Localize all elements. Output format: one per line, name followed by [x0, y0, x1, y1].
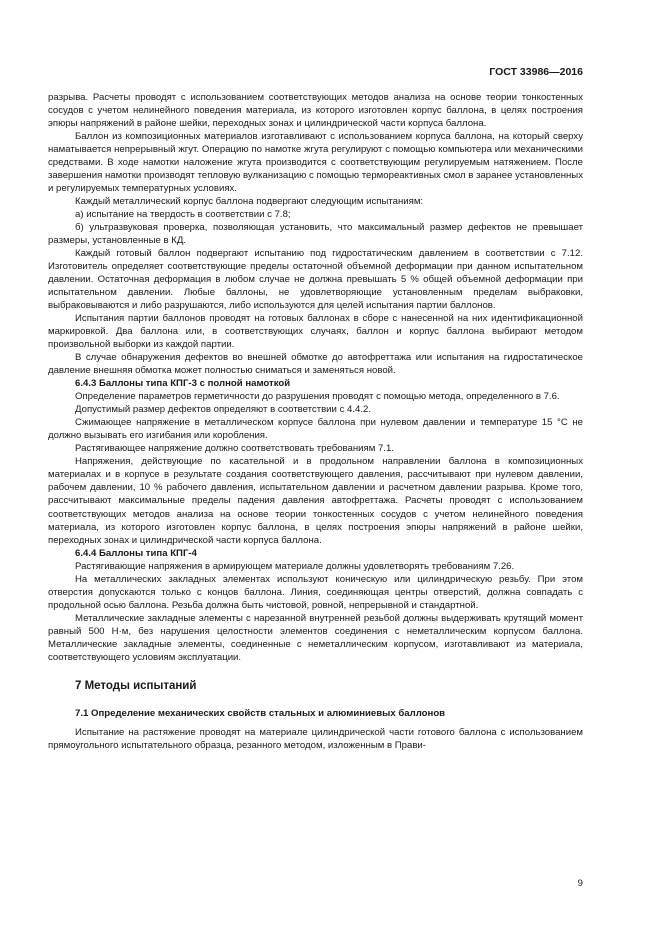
- standard-code-header: ГОСТ 33986—2016: [489, 66, 583, 78]
- paragraph: Каждый готовый баллон подвергают испытанию под гидростатическим давлением в соответствии с 7.12. Изготовитель определяет соответствующие пределы остаточной объемной деформации при данном испытательном давлении. Остаточная деформация в любом случае не должна превышать 5 % общей объемной деформации при испытательном давлении. Любые баллоны, не удовлетворяющие установленным пределам выбраковки, выбраковываются и либо разрушаются, либо используются для целей испытания партии баллонов.: [48, 248, 583, 312]
- paragraph: Сжимающее напряжение в металлическом корпусе баллона при нулевом давлении и температуре 15 °С не должно вызывать его изгибания или коробления.: [48, 417, 583, 442]
- paragraph: Каждый металлический корпус баллона подвергают следующим испытаниям:: [75, 196, 424, 208]
- paragraph: разрыва. Расчеты проводят с использованием соответствующих методов анализа на основе теории тонкостенных сосудов с учетом нелинейного поведения материала, из которого изготовлен корпус баллона, в целях построения эпюры напряжений в районе шейки, переходных зонах и цилиндрической части корпуса баллона.: [48, 92, 583, 130]
- list-item: б) ультразвуковая проверка, позволяющая установить, что максимальный размер дефектов не превышает размеры, установленные в КД.: [48, 222, 583, 247]
- paragraph: Металлические закладные элементы с нарезанной внутренней резьбой должны выдерживать крутящий момент равный 500 Н·м, без нарушения целостности элементов соединения с неметаллическим корпусом баллона. Металлические закладные элементы, соединенные с неметаллическим корпусом, изготавливают из материала, соответствующего условиям эксплуатации.: [48, 612, 583, 663]
- paragraph: На металлических закладных элементах используют коническую или цилиндрическую резьбу. При этом отверстия допускаются только с концов баллона. Линия, соединяющая центры отверстий, должна совпадать с продольной осью баллона. Резьба должна быть чистовой, ровной, непрерывной и стандартной.: [48, 573, 583, 611]
- paragraph: Испытания партии баллонов проводят на готовых баллонах в сборе с нанесенной на них идентификационной маркировкой. Два баллона или, в соответствующих случаях, баллон и корпус баллона выбирают методом произвольной выборки из каждой партии.: [48, 313, 583, 351]
- paragraph: Определение параметров герметичности до разрушения проводят с помощью метода, определенного в 7.6.: [75, 391, 560, 403]
- subsection-heading: 6.4.4 Баллоны типа КПГ-4: [75, 547, 197, 559]
- paragraph: Баллон из композиционных материалов изготавливают с использованием корпуса баллона, на который сверху наматывается непрерывный жгут. Операцию по намотке жгута регулируют с помощью компьютера или механическими средствами. В ходе намотки наложение жгута производится с соответствующим регулируемым натяжением. После завершения намотки производят тепловую вулканизацию с помощью термореактивных смол в заранее установленных и регулируемых температурных условиях.: [48, 131, 583, 195]
- subsection-heading: 7.1 Определение механических свойств стальных и алюминиевых баллонов: [75, 707, 446, 719]
- section-heading: 7 Методы испытаний: [75, 679, 197, 692]
- subsection-heading: 6.4.3 Баллоны типа КПГ-3 с полной намоткой: [75, 378, 291, 390]
- paragraph: Напряжения, действующие по касательной и в продольном направлении баллона в композиционных материалах и в корпусе в результате создания соответствующего давления, рассчитывают при нулевом давлении, рабочем давлении, 10 % рабочего давления, испытательном давлении и расчетном давлении разрыва. Кроме того, рассчитывают максимальные пределы падения давления автофреттажа. Расчеты проводят с использованием соответствующих методов анализа на основе теории тонкостенных сосудов с учетом нелинейного поведения материала, из которого изготовлен корпус баллона, в целях построения эпюры напряжений в районе шейки, переходных зонах и цилиндрической части корпуса баллона.: [48, 456, 583, 546]
- paragraph: Растягивающие напряжения в армирующем материале должны удовлетворять требованиям 7.26.: [75, 560, 515, 572]
- paragraph: Растягивающее напряжение должно соответствовать требованиям 7.1.: [75, 443, 394, 455]
- document-body: [48, 91, 583, 752]
- list-item: а) испытание на твердость в соответствии с 7.8;: [75, 209, 291, 221]
- paragraph: В случае обнаружения дефектов во внешней обмотке до автофреттажа или испытания на гидростатическое давление внешняя обмотка может полностью сниматься и заменяться новой.: [48, 352, 583, 377]
- paragraph: Допустимый размер дефектов определяют в соответствии с 4.4.2.: [75, 404, 372, 416]
- paragraph: Испытание на растяжение проводят на материале цилиндрической части готового баллона с использованием прямоугольного испытательного образца, резанного методом, изложенным в Прави-: [48, 726, 583, 751]
- page-number: 9: [577, 878, 583, 889]
